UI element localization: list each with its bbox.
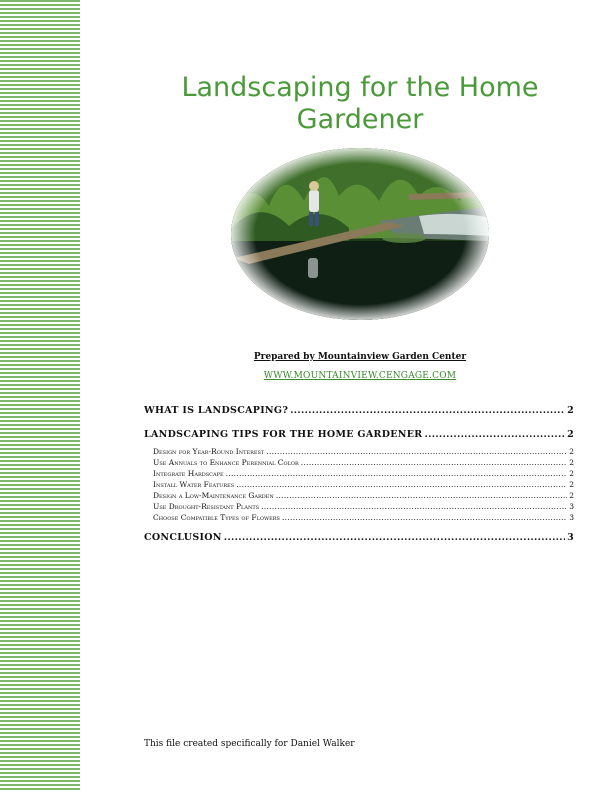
toc-subentry-drought-resistant[interactable]: Use Drought-Resistant Plants ..... 3: [153, 502, 574, 513]
toc-subentry-hardscape[interactable]: Integrate Hardscape ..... 2: [153, 469, 574, 480]
toc-entry-conclusion[interactable]: CONCLUSION ..... 3: [144, 532, 574, 544]
garden-pond-photo: [229, 146, 491, 322]
toc-entry-what-is-landscaping[interactable]: WHAT IS LANDSCAPING? ..... 2: [144, 405, 574, 417]
website-link[interactable]: WWW.MOUNTAINVIEW.CENGAGE.COM: [263, 371, 457, 381]
prepared-by: Prepared by Mountainview Garden Center: [253, 352, 467, 362]
toc-subentry-water-features[interactable]: Install Water Features ..... 2: [153, 480, 574, 491]
toc-entry-landscaping-tips[interactable]: LANDSCAPING TIPS FOR THE HOME GARDENER ..... 2: [144, 429, 574, 441]
toc-subentry-annuals[interactable]: Use Annuals to Enhance Perennial Color ..... 2: [153, 458, 574, 469]
toc-subentry-year-round[interactable]: Design for Year-Round Interest ..... 2: [153, 447, 574, 458]
toc-subentry-compatible-flowers[interactable]: Choose Compatible Types of Flowers ..... 3: [153, 513, 574, 524]
decorative-stripe-border: [0, 0, 80, 792]
table-of-contents: [144, 405, 574, 556]
footer-note: This file created specifically for Daniel Walker: [144, 739, 355, 749]
toc-subentry-low-maintenance[interactable]: Design a Low-Maintenance Garden ..... 2: [153, 491, 574, 502]
document-title: Landscaping for the Home Gardener: [181, 72, 539, 135]
